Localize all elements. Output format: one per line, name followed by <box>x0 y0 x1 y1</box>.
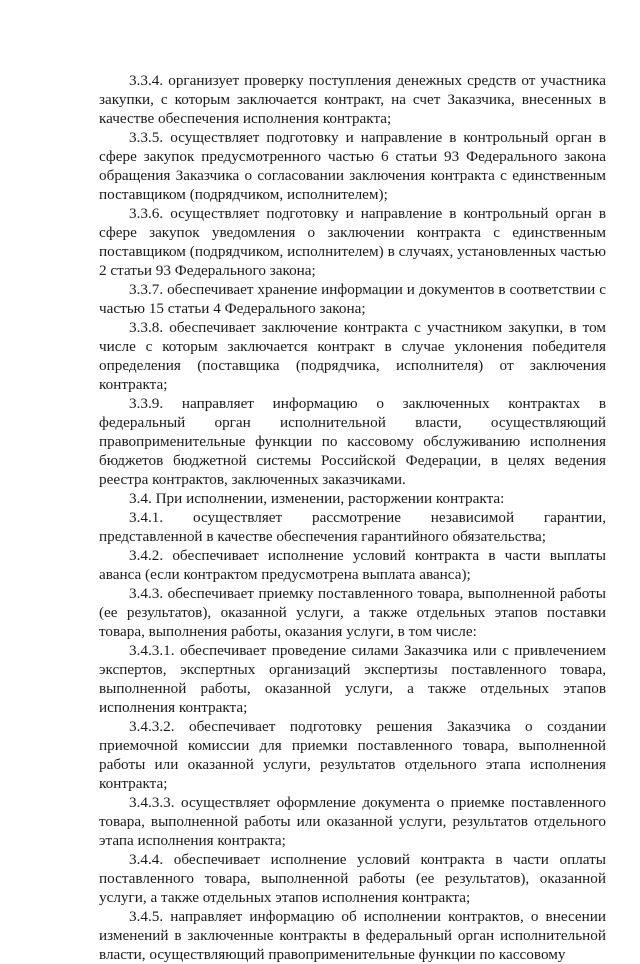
paragraph-3-4-3-1: 3.4.3.1. обеспечивает проведение силами Заказчика или с привлечением экспертов, экспертных организаций экспертизы поставленного товара, выполненной работы, оказанной услуги, а также отдельных этапов исполнения контракта; <box>99 642 606 716</box>
paragraph-3-3-5: 3.3.5. осуществляет подготовку и направление в контрольный орган в сфере закупок предусмотренного частью 6 статьи 93 Федерального закона обращения Заказчика о согласовании заключения контракта с единственным поставщиком (подрядчиком, исполнителем); <box>99 129 606 203</box>
paragraph-3-4-1: 3.4.1. осуществляет рассмотрение независимой гарантии, представленной в качестве обеспечения гарантийного обязательства; <box>99 509 606 545</box>
paragraph-3-4-3-2: 3.4.3.2. обеспечивает подготовку решения Заказчика о создании приемочной комиссии для приемки поставленного товара, выполненной работы или оказанной услуги, результатов отдельного этапа исполнения контракта; <box>99 718 606 792</box>
paragraph-3-3-7: 3.3.7. обеспечивает хранение информации и документов в соответствии с частью 15 статьи 4 Федерального закона; <box>99 281 606 317</box>
paragraph-3-3-6: 3.3.6. осуществляет подготовку и направление в контрольный орган в сфере закупок уведомления о заключении контракта с единственным поставщиком (подрядчиком, исполнителем) в случаях, установленных частью 2 статьи 93 Федерального закона; <box>99 205 606 279</box>
paragraph-3-4-3-3: 3.4.3.3. осуществляет оформление документа о приемке поставленного товара, выполненной работы или оказанной услуги, результатов отдельного этапа исполнения контракта; <box>99 794 606 849</box>
paragraph-3-4-5: 3.4.5. направляет информацию об исполнении контрактов, о внесении изменений в заключенные контракты в федеральный орган исполнительной власти, осуществляющий правоприменительные функции по кассовому <box>99 908 606 963</box>
paragraph-3-4-3: 3.4.3. обеспечивает приемку поставленного товара, выполненной работы (ее результатов), оказанной услуги, а также отдельных этапов поставки товара, выполнения работы, оказания услуги, в том числе: <box>99 585 606 640</box>
paragraph-3-4-4: 3.4.4. обеспечивает исполнение условий контракта в части оплаты поставленного товара, выполненной работы (ее результатов), оказанной услуги, а также отдельных этапов исполнения контракта; <box>99 851 606 906</box>
paragraph-3-3-4: 3.3.4. организует проверку поступления денежных средств от участника закупки, с которым заключается контракт, на счет Заказчика, внесенных в качестве обеспечения исполнения контракта; <box>99 72 606 127</box>
paragraph-3-4-2: 3.4.2. обеспечивает исполнение условий контракта в части выплаты аванса (если контрактом предусмотрена выплата аванса); <box>99 547 606 583</box>
paragraph-3-4: 3.4. При исполнении, изменении, расторжении контракта: <box>129 490 505 507</box>
paragraph-3-3-9: 3.3.9. направляет информацию о заключенных контрактах в федеральный орган исполнительной власти, осуществляющий правоприменительные функции по кассовому обслуживанию исполнения бюджетов бюджетной системы Российской Федерации, в целях ведения реестра контрактов, заключенных заказчиками. <box>99 395 606 488</box>
paragraph-3-3-8: 3.3.8. обеспечивает заключение контракта с участником закупки, в том числе с которым заключается контракт в случае уклонения победителя определения (поставщика (подрядчика, исполнителя) от заключения контракта; <box>99 319 606 393</box>
